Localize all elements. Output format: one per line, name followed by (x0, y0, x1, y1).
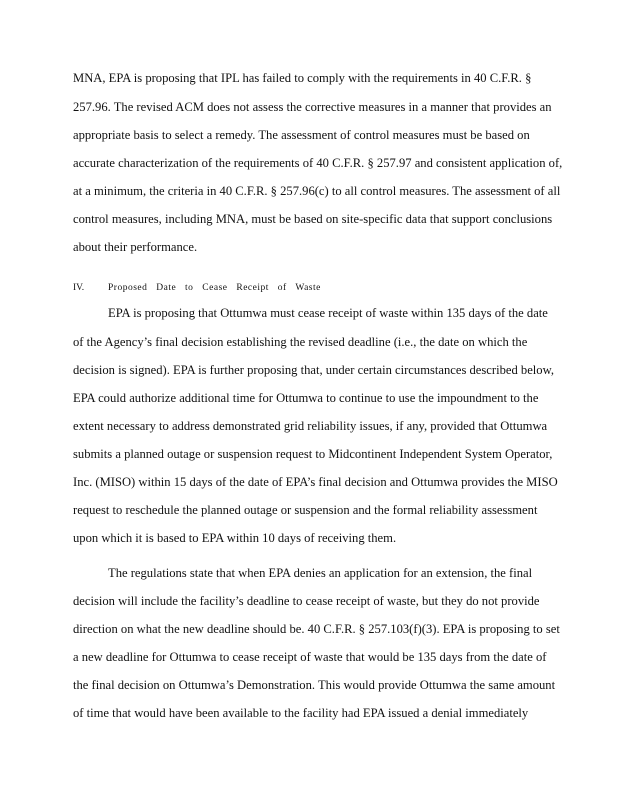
paragraph-line: request to reschedule the planned outage or suspension and the formal reliability assessment (73, 503, 538, 517)
paragraph-line: appropriate basis to select a remedy. The assessment of control measures must be based on (73, 128, 530, 142)
paragraph-line: direction on what the new deadline should be. 40 C.F.R. § 257.103(f)(3). EPA is proposing to set (73, 622, 560, 636)
paragraph-line: MNA, EPA is proposing that IPL has failed to comply with the requirements in 40 C.F.R. § (73, 71, 532, 85)
paragraph-line: 257.96. The revised ACM does not assess the corrective measures in a manner that provides an (73, 100, 552, 114)
paragraph-line: EPA is proposing that Ottumwa must cease receipt of waste within 135 days of the date (108, 306, 548, 320)
paragraph-line: a new deadline for Ottumwa to cease receipt of waste that would be 135 days from the date of (73, 650, 547, 664)
paragraph-line: about their performance. (73, 240, 198, 254)
paragraph-line: The regulations state that when EPA denies an application for an extension, the final (108, 566, 533, 580)
paragraph-line: upon which it is based to EPA within 10 days of receiving them. (73, 531, 397, 545)
paragraph-line: at a minimum, the criteria in 40 C.F.R. § 257.96(c) to all control measures. The assessment of all (73, 184, 561, 198)
paragraph-line: extent necessary to address demonstrated grid reliability issues, if any, provided that Ottumwa (73, 419, 548, 433)
section-title: Proposed Date to Cease Receipt of Waste (108, 283, 321, 293)
paragraph-line: of the Agency’s final decision establishing the revised deadline (i.e., the date on which the (73, 335, 528, 349)
paragraph-line: control measures, including MNA, must be based on site-specific data that support conclusions (73, 212, 553, 226)
paragraph-line: the final decision on Ottumwa’s Demonstration. This would provide Ottumwa the same amount (73, 678, 556, 692)
paragraph-line: submits a planned outage or suspension request to Midcontinent Independent System Operator, (73, 447, 553, 461)
paragraph-line: of time that would have been available to the facility had EPA issued a denial immediately (73, 706, 529, 720)
paragraph-line: EPA could authorize additional time for Ottumwa to continue to use the impoundment to the (73, 391, 539, 405)
paragraph-line: Inc. (MISO) within 15 days of the date of EPA’s final decision and Ottumwa provides the MISO (73, 475, 558, 489)
paragraph-line: decision will include the facility’s deadline to cease receipt of waste, but they do not provide (73, 594, 540, 608)
section-number: IV. (73, 283, 85, 293)
paragraph-line: decision is signed). EPA is further proposing that, under certain circumstances described below, (73, 363, 555, 377)
paragraph-line: accurate characterization of the requirements of 40 C.F.R. § 257.97 and consistent application of, (73, 156, 563, 170)
